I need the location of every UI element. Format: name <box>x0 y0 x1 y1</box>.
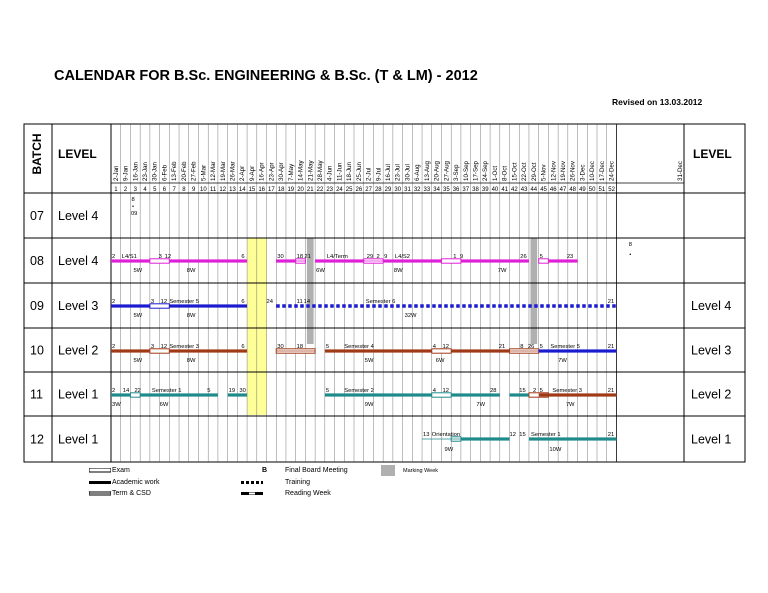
page-title: CALENDAR FOR B.Sc. ENGINEERING & B.Sc. (T & LM) - 2012 <box>54 68 478 84</box>
week-number: 6 <box>162 187 167 193</box>
annotation: Semester 5 <box>550 344 581 350</box>
week-number: 34 <box>433 187 440 193</box>
date-label: 1-Oct <box>491 165 499 181</box>
legend-exam-symbol <box>89 468 111 474</box>
header-batch: BATCH <box>30 133 44 175</box>
legend-reading: Reading Week <box>285 490 331 497</box>
date-label: 2-Jul <box>365 167 373 181</box>
legend-exam: Exam <box>112 467 130 474</box>
week-number: 52 <box>608 187 615 193</box>
annotation: 19 <box>228 388 236 394</box>
row-level: Level 4 <box>58 254 99 268</box>
annotation: 26 <box>520 254 527 260</box>
annotation: 12 <box>442 344 449 350</box>
week-number: 15 <box>248 187 256 193</box>
annotation: 6 <box>241 254 245 260</box>
week-number: 35 <box>442 187 450 193</box>
annotation: 30 <box>277 254 284 260</box>
annotation: 2 <box>112 388 116 394</box>
week-number: 50 <box>588 187 596 193</box>
date-label: 4-Jun <box>326 165 334 181</box>
annotation: Semester 6 <box>365 299 396 305</box>
row-right-level: Level 3 <box>691 343 732 358</box>
annotation: 6 <box>241 299 245 305</box>
annotation: 2 <box>112 299 116 305</box>
week-number: 21 <box>306 187 314 193</box>
date-label: 20-Aug <box>433 161 441 181</box>
week-number: 28 <box>374 187 382 193</box>
annotation: 6 <box>241 344 245 350</box>
row-right-level: Level 2 <box>691 387 732 402</box>
week-number: 10 <box>199 187 207 193</box>
annotation: Semester 5 <box>169 299 199 305</box>
annotation: 4 <box>432 388 436 394</box>
annotation: Semester 3 <box>169 344 199 350</box>
annotation: 3 <box>158 254 162 260</box>
date-label: 19-Mar <box>219 161 227 181</box>
date-label: 2-Jan <box>112 165 120 181</box>
annotation: 21 <box>607 432 615 438</box>
week-number: 13 <box>229 187 236 193</box>
annotation: 5 <box>207 388 211 394</box>
batch-number: 09 <box>30 299 44 313</box>
annotation: 21 <box>304 254 311 260</box>
date-label: 23-Jul <box>394 164 402 181</box>
annotation: 09 <box>130 211 138 217</box>
week-number: 20 <box>297 187 304 193</box>
date-label: 9-Jul <box>375 167 383 181</box>
annotation: 14 <box>303 299 311 305</box>
row-level: Level 2 <box>58 343 99 358</box>
annotation: 23 <box>566 254 574 260</box>
annotation: 30 <box>239 388 246 394</box>
week-number: 11 <box>209 187 217 193</box>
annotation: Semester 4 <box>344 344 374 350</box>
annotation: 29 <box>366 254 374 260</box>
date-label: 11-Jun <box>336 162 344 181</box>
week-number: 4 <box>143 187 147 193</box>
legend-training-symbol <box>241 480 263 486</box>
week-number: 43 <box>520 187 528 193</box>
annotation: 8W <box>393 268 403 274</box>
legend-academic-symbol <box>89 480 111 486</box>
annotation: 6W <box>435 358 445 364</box>
week-number: 39 <box>481 187 489 193</box>
annotation: 3W <box>112 402 121 408</box>
date-label: 10-Sep <box>462 161 470 181</box>
date-label: 6-Feb <box>161 164 169 181</box>
annotation: Semester 1 <box>151 388 182 394</box>
date-label: 5-Mar <box>200 164 208 181</box>
annotation: 10W <box>549 447 562 453</box>
batch-number: 07 <box>30 209 44 223</box>
week-number: 19 <box>287 187 295 193</box>
annotation: 12 <box>160 344 168 350</box>
annotation: 5 <box>325 388 330 394</box>
exam-bar <box>441 259 460 263</box>
annotation: 21 <box>498 344 506 350</box>
annotation: 2 <box>532 388 537 394</box>
annotation: 5W <box>133 268 143 274</box>
academic-bar <box>325 393 442 396</box>
annotation: 3 <box>150 299 155 305</box>
date-label: 8-Oct <box>501 165 509 181</box>
annotation: Semester 3 <box>552 388 583 394</box>
annotation: 5 <box>325 344 330 350</box>
annotation: 15 <box>519 388 526 394</box>
week-number: 46 <box>549 187 557 193</box>
date-label: 23-Apr <box>268 162 276 181</box>
date-label: 26-Nov <box>569 161 577 181</box>
batch-number: 10 <box>30 343 44 358</box>
annotation: 2 <box>112 344 116 350</box>
annotation: 8 <box>520 344 524 350</box>
legend-term-symbol <box>89 491 111 497</box>
date-label: 6-Aug <box>414 164 422 181</box>
week-number: 23 <box>326 187 334 193</box>
date-label: 9-Jan <box>122 165 130 181</box>
annotation: 24 <box>266 299 273 305</box>
academic-bar <box>325 349 442 352</box>
academic-bar <box>461 259 529 262</box>
date-label: 30-Apr <box>278 162 286 181</box>
week-number: 3 <box>133 187 137 193</box>
annotation: 2 <box>112 254 116 260</box>
date-label: 10-Dec <box>589 161 597 181</box>
week-number: 36 <box>452 187 460 193</box>
date-label: 30-Jan <box>151 162 159 181</box>
date-label: 30-Jul <box>404 164 412 181</box>
annotation: • <box>629 252 632 258</box>
annotation: 3 <box>150 344 155 350</box>
week-number: 51 <box>598 187 606 193</box>
date-label: 7-May <box>287 163 295 181</box>
annotation: 12 <box>442 388 449 394</box>
batch-number: 11 <box>30 387 43 402</box>
annotation: 5 <box>539 344 543 350</box>
date-label: 15-Oct <box>511 162 519 181</box>
date-label: 5-Nov <box>540 164 548 181</box>
annotation: 6W <box>159 402 169 408</box>
annotation: L4/Term <box>326 254 348 260</box>
date-label: 13-Aug <box>423 161 431 181</box>
header-level-left: LEVEL <box>58 147 97 161</box>
annotation: 5 <box>539 254 543 260</box>
annotation: 7W <box>558 358 567 364</box>
legend-term: Term & CSD <box>112 490 151 497</box>
date-label: 23-Jan <box>142 162 150 181</box>
annotation: 32W <box>404 313 417 319</box>
annotation: 2 <box>376 254 380 260</box>
annotation: 21 <box>607 344 615 350</box>
week-number: 26 <box>355 187 363 193</box>
row-level: Level 4 <box>58 209 99 223</box>
legend-marking: Marking Week <box>403 468 439 474</box>
date-label: 29-Oct <box>530 162 538 181</box>
date-label: 22-Oct <box>521 162 529 181</box>
annotation: 9W <box>364 402 374 408</box>
week-number: 32 <box>413 187 421 193</box>
academic-bar <box>169 259 247 262</box>
batch-number: 12 <box>30 432 44 447</box>
date-label: 2-Apr <box>239 165 247 181</box>
legend-reading-symbol <box>241 491 263 497</box>
annotation: 21 <box>607 299 615 305</box>
week-number: 16 <box>258 187 266 193</box>
date-label: 19-Nov <box>559 161 567 181</box>
week-number: 24 <box>336 187 343 193</box>
week-number: 45 <box>540 187 547 193</box>
annotation: 7W <box>497 268 507 274</box>
annotation: 5W <box>133 358 143 364</box>
week-number: 14 <box>238 187 246 193</box>
row-level: Level 1 <box>58 387 99 402</box>
week-number: 7 <box>172 187 176 193</box>
week-number: 22 <box>316 187 324 193</box>
holiday-band <box>247 238 267 415</box>
annotation: 5 <box>539 388 543 394</box>
annotation: 8 <box>131 197 135 203</box>
annotation: 30 <box>277 344 284 350</box>
annotation: L4/S1 <box>121 254 137 260</box>
week-number: 48 <box>569 187 577 193</box>
week-number: 31 <box>404 187 411 193</box>
week-number: 12 <box>219 187 227 193</box>
week-number: 30 <box>394 187 402 193</box>
annotation: Semester 2 <box>344 388 374 394</box>
annotation: 18 <box>296 254 304 260</box>
date-label: 12-Nov <box>550 161 558 181</box>
week-number: 41 <box>501 187 509 193</box>
week-number: 8 <box>182 187 186 193</box>
annotation: 26 <box>527 344 535 350</box>
date-label: 3-Sep <box>453 164 461 181</box>
week-number: 47 <box>559 187 567 193</box>
annotation: Semester 1 <box>530 432 561 438</box>
legend-academic: Academic work <box>112 479 160 486</box>
annotation: 11 <box>296 299 303 305</box>
week-number: 37 <box>462 187 470 193</box>
week-number: 17 <box>268 187 275 193</box>
date-label: 20-Feb <box>180 161 188 181</box>
date-label: 16-Apr <box>258 162 266 181</box>
date-label: 9-Apr <box>248 165 256 181</box>
week-number: 2 <box>123 187 128 193</box>
annotation: 8W <box>186 358 196 364</box>
annotation: 6W <box>316 268 325 274</box>
week-number: 40 <box>491 187 499 193</box>
annotation: 18 <box>296 344 304 350</box>
date-label: 27-Feb <box>190 161 198 181</box>
week-number: 9 <box>191 187 196 193</box>
annotation: 12 <box>164 254 172 260</box>
legend-board: Final Board Meeting <box>285 467 348 474</box>
annotation: Orientation <box>431 432 461 438</box>
week-number: 49 <box>579 187 586 193</box>
annotation: 8W <box>186 313 196 319</box>
annotation: 12 <box>160 299 168 305</box>
week-number: 33 <box>423 187 431 193</box>
legend-training: Training <box>285 479 311 486</box>
revised-date: Revised on 13.03.2012 <box>612 97 703 107</box>
annotation: 9 <box>384 254 388 260</box>
week-number: 27 <box>365 187 372 193</box>
date-label: 16-Jan <box>132 162 140 181</box>
date-label: 16-Jul <box>385 164 393 181</box>
legend-marking-symbol <box>381 465 395 476</box>
row-level: Level 1 <box>58 432 99 447</box>
annotation: 4 <box>432 344 436 350</box>
row-right-level: Level 4 <box>691 299 732 313</box>
week-number: 38 <box>472 187 479 193</box>
week-number: 5 <box>153 187 157 193</box>
week-number: 1 <box>114 187 118 193</box>
date-label: 24-Dec <box>608 161 616 181</box>
annotation: 7W <box>476 402 486 408</box>
header-level-right: LEVEL <box>693 147 732 161</box>
annotation: 9W <box>444 447 454 453</box>
annotation: L4/S2 <box>394 254 411 260</box>
row-level: Level 3 <box>58 299 99 313</box>
annotation: 5W <box>364 358 374 364</box>
annotation: 22 <box>134 388 141 394</box>
academic-bar <box>461 437 510 440</box>
annotation: 8W <box>186 268 196 274</box>
date-label: 18-Jun <box>346 162 354 181</box>
week-number: 42 <box>511 187 518 193</box>
annotation: 14 <box>122 388 130 394</box>
annotation: 7W <box>565 402 575 408</box>
annotation: 13 <box>423 432 430 438</box>
annotation: 8 <box>628 242 632 248</box>
annotation: 5W <box>133 313 143 319</box>
annotation: 28 <box>490 388 497 394</box>
date-label: 27-Aug <box>443 161 451 181</box>
row-right-level: Level 1 <box>691 432 732 447</box>
date-label: 31-Dec <box>677 161 684 181</box>
date-label: 26-Mar <box>229 161 237 181</box>
date-label: 21-May <box>307 160 315 181</box>
annotation: • <box>131 204 134 210</box>
week-number: 29 <box>384 187 392 193</box>
annotation: 15 <box>519 432 526 438</box>
date-label: 25-Jun <box>355 162 363 181</box>
batch-number: 08 <box>30 254 44 268</box>
date-label: 17-Dec <box>598 161 606 181</box>
annotation: 9 <box>459 254 464 260</box>
date-label: 12-Mar <box>210 161 218 181</box>
date-label: 24-Sep <box>482 161 490 181</box>
date-label: 14-May <box>297 160 305 181</box>
annotation: 21 <box>607 388 615 394</box>
date-label: 3-Dec <box>579 164 587 181</box>
week-number: 25 <box>345 187 353 193</box>
week-number: 18 <box>277 187 285 193</box>
date-label: 28-May <box>316 160 324 181</box>
annotation: 1 <box>453 254 457 260</box>
annotation: 12 <box>509 432 516 438</box>
date-label: 17-Sep <box>472 161 480 181</box>
legend-board-symbol: B <box>262 467 268 474</box>
date-label: 13-Feb <box>171 161 179 181</box>
week-number: 44 <box>530 187 538 193</box>
